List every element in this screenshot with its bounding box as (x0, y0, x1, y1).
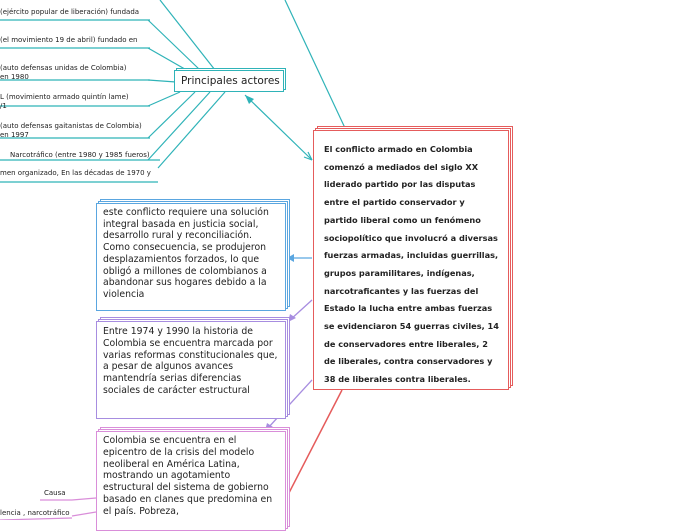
actor-item-crimen-organizado: men organizado, En las décadas de 1970 y (0, 169, 151, 177)
consequence-text: este conflicto requiere una solución integral basada en justicia social, desarrollo rural y reconciliación. Como consecuencia, se produjeron desplazamientos forzados, lo que obligó a millones de colombianos a abandonar sus hogares debido a la violencia (103, 207, 269, 300)
central-topic-node[interactable] (313, 130, 509, 390)
history-node[interactable] (96, 321, 286, 419)
principales-actores-label: Principales actores (181, 75, 280, 87)
actor-item-quintin-lame: L (movimiento armado quintín lame) /1 (0, 93, 129, 110)
narcotrafico-label[interactable]: lencia , narcotráfico (0, 509, 70, 517)
actor-item-agc: (auto defensas gaitanistas de Colombia) en 1997 (0, 122, 142, 139)
crisis-node[interactable] (96, 431, 286, 531)
actor-item-m19: (el movimiento 19 de abril) fundado en (0, 36, 138, 44)
history-text: Entre 1974 y 1990 la historia de Colombia se encuentra marcada por varias reformas constitucionales que, a pesar de algunos avances mantendría serias diferencias sociales de carácter estructural (103, 326, 278, 396)
consequence-node[interactable] (96, 203, 286, 311)
causa-label[interactable]: Causa (44, 489, 66, 497)
actor-item-epl: (ejército popular de liberación) fundada (0, 8, 140, 16)
crisis-text: Colombia se encuentra en el epicentro de la crisis del modelo neoliberal en América Latina, mostrando un agotamiento estructural del sistema de gobierno basado en clanes que predomina en el país. Pobreza, (103, 435, 273, 517)
principales-actores-node[interactable] (174, 70, 284, 92)
actor-item-narcotrafico: Narcotráfico (entre 1980 y 1985 fueros) (10, 151, 150, 159)
central-topic-text: El conflicto armado en Colombia comenzó a mediados del siglo XX liderado partido por las disputas entre el partido conservador y partido liberal como un fenómeno sociopolítico que involucró a diversas fuerzas armadas, incluidas guerrillas, grupos paramilitares, indígenas, narcotraficantes y las fuerzas del Estado la lucha entre ambas fuerzas se evidenciaron 54 guerras civiles, 14 de conservadores entre liberales, 2 de liberales, contra conservadores y 38 de liberales contra liberales. (324, 144, 499, 385)
actor-item-auc: (auto defensas unidas de Colombia) en 1980 (0, 64, 127, 81)
